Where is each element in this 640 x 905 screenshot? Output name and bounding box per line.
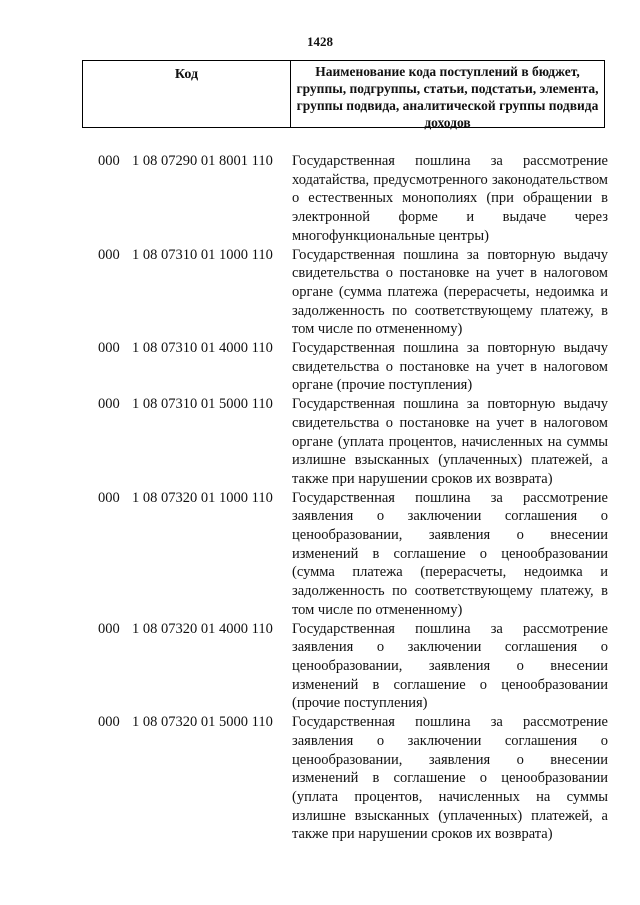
admin-code: 000 xyxy=(98,489,120,506)
revenue-code: 1 08 07320 01 1000 110 xyxy=(132,489,273,506)
admin-code: 000 xyxy=(98,396,120,413)
table-row xyxy=(98,620,608,714)
revenue-name: Государственная пошлина за повторную выдачу свидетельства о постановке на учет в налоговом органе (сумма платежа (перерасчеты, недоимка и задолженность по соответствующему платежу, в том числе по отмененному) xyxy=(292,246,608,338)
table-row xyxy=(98,339,608,395)
table-row xyxy=(98,246,608,340)
revenue-code: 1 08 07320 01 4000 110 xyxy=(132,620,273,637)
revenue-name: Государственная пошлина за рассмотрение заявления о заключении соглашения о ценообразовании, заявления о внесении изменений в соглашение о ценообразовании (уплата процентов, начисленных на суммы излишне взысканных (уплаченных) платежей, а также при нарушении сроков их возврата) xyxy=(292,714,608,843)
page-number: 1428 xyxy=(307,34,333,49)
revenue-name: Государственная пошлина за рассмотрение ходатайства, предусмотренного законодательством о естественных монополиях (при обращении в электронной форме и выдаче через многофункциональные центры) xyxy=(292,153,608,244)
table-header xyxy=(82,60,605,128)
revenue-code: 1 08 07320 01 5000 110 xyxy=(132,714,273,731)
table-row xyxy=(98,395,608,489)
table-row xyxy=(98,489,608,620)
admin-code: 000 xyxy=(98,340,120,357)
revenue-name: Государственная пошлина за повторную выдачу свидетельства о постановке на учет в налоговом органе (прочие поступления) xyxy=(292,340,608,394)
revenue-code: 1 08 07310 01 4000 110 xyxy=(132,340,273,357)
revenue-name: Государственная пошлина за повторную выдачу свидетельства о постановке на учет в налоговом органе (уплата процентов, начисленных на суммы излишне взысканных (уплаченных) платежей, а также при нарушении сроков их возврата) xyxy=(292,396,608,487)
revenue-name: Государственная пошлина за рассмотрение заявления о заключении соглашения о ценообразовании, заявления о внесении изменений в соглашение о ценообразовании (сумма платежа (перерасчеты, недоимка и задолженность по соответствующему платежу, в том числе по отмененному) xyxy=(292,489,608,618)
table-row xyxy=(98,152,608,246)
table-body xyxy=(98,152,608,844)
table-row xyxy=(98,713,608,844)
name-column-header: Наименование кода поступлений в бюджет, группы, подгруппы, статьи, подстатьи, элемента, группы подвида, аналитической группы подвида доходов xyxy=(296,64,599,130)
admin-code: 000 xyxy=(98,153,120,169)
admin-code: 000 xyxy=(98,246,120,263)
revenue-code: 1 08 07290 01 8001 110 xyxy=(132,153,273,169)
admin-code: 000 xyxy=(98,714,120,731)
code-column-header: Код xyxy=(83,61,291,127)
revenue-code: 1 08 07310 01 1000 110 xyxy=(132,246,273,263)
admin-code: 000 xyxy=(98,620,120,637)
revenue-code: 1 08 07310 01 5000 110 xyxy=(132,396,273,413)
revenue-name: Государственная пошлина за рассмотрение заявления о заключении соглашения о ценообразовании, заявления о внесении изменений в соглашение о ценообразовании (прочие поступления) xyxy=(292,620,608,712)
